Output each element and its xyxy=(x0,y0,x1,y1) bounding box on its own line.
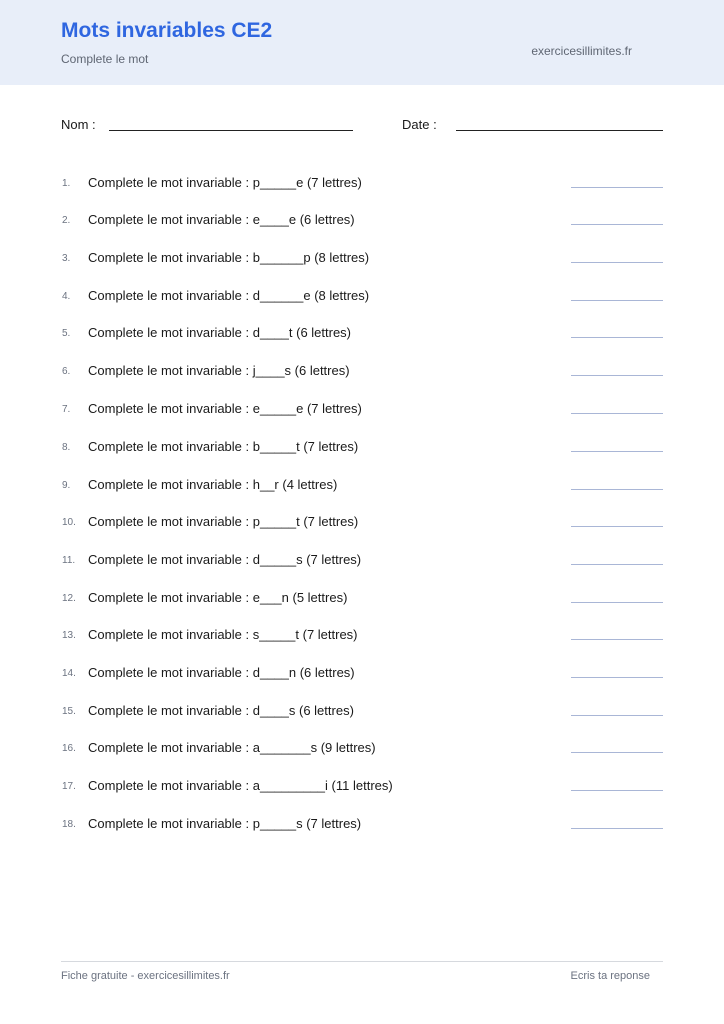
question-item xyxy=(0,324,724,344)
question-text: Complete le mot invariable : a_______s (9 lettres) xyxy=(88,740,376,755)
answer-line[interactable] xyxy=(571,828,663,829)
question-text: Complete le mot invariable : d____t (6 lettres) xyxy=(88,325,352,340)
question-number: 11. xyxy=(62,555,76,566)
question-item xyxy=(0,513,724,533)
question-number: 16. xyxy=(62,743,76,754)
question-text: Complete le mot invariable : d______e (8 lettres) xyxy=(88,288,370,303)
question-number: 1. xyxy=(62,178,71,189)
question-number: 14. xyxy=(62,668,76,679)
question-number: 6. xyxy=(62,366,71,377)
question-item xyxy=(0,589,724,609)
question-text: Complete le mot invariable : s_____t (7 lettres) xyxy=(88,627,358,642)
question-number: 15. xyxy=(62,706,76,717)
answer-line[interactable] xyxy=(571,224,663,225)
question-number: 13. xyxy=(62,630,76,641)
question-text: Complete le mot invariable : e_____e (7 lettres) xyxy=(88,401,362,416)
question-number: 10. xyxy=(62,517,76,528)
question-text: Complete le mot invariable : b______p (8 lettres) xyxy=(88,250,370,265)
question-item xyxy=(0,174,724,194)
question-item xyxy=(0,400,724,420)
question-item xyxy=(0,739,724,759)
answer-line[interactable] xyxy=(571,489,663,490)
date-field[interactable] xyxy=(456,130,663,131)
footer-credit: Fiche gratuite - exercicesillimites.fr xyxy=(61,970,230,982)
question-item xyxy=(0,702,724,722)
question-item xyxy=(0,626,724,646)
question-text: Complete le mot invariable : d_____s (7 lettres) xyxy=(88,552,362,567)
question-number: 18. xyxy=(62,819,76,830)
question-item xyxy=(0,211,724,231)
question-text: Complete le mot invariable : p_____s (7 lettres) xyxy=(88,816,362,831)
answer-line[interactable] xyxy=(571,187,663,188)
answer-line[interactable] xyxy=(571,715,663,716)
question-number: 12. xyxy=(62,593,76,604)
question-number: 2. xyxy=(62,215,71,226)
question-text: Complete le mot invariable : j____s (6 lettres) xyxy=(88,363,350,378)
answer-line[interactable] xyxy=(571,564,663,565)
question-text: Complete le mot invariable : p_____e (7 lettres) xyxy=(88,175,362,190)
answer-line[interactable] xyxy=(571,752,663,753)
answer-line[interactable] xyxy=(571,413,663,414)
question-number: 9. xyxy=(62,480,71,491)
name-label: Nom : xyxy=(61,117,96,132)
question-number: 5. xyxy=(62,328,71,339)
answer-line[interactable] xyxy=(571,677,663,678)
question-item xyxy=(0,362,724,382)
question-item xyxy=(0,438,724,458)
question-number: 3. xyxy=(62,253,71,264)
answer-line[interactable] xyxy=(571,262,663,263)
footer-divider xyxy=(61,961,663,962)
question-item xyxy=(0,476,724,496)
question-item xyxy=(0,777,724,797)
answer-line[interactable] xyxy=(571,790,663,791)
question-item xyxy=(0,287,724,307)
date-label: Date : xyxy=(402,117,437,132)
answer-line[interactable] xyxy=(571,526,663,527)
question-text: Complete le mot invariable : h__r (4 lettres) xyxy=(88,477,338,492)
question-number: 17. xyxy=(62,781,76,792)
name-field[interactable] xyxy=(109,130,353,131)
question-text: Complete le mot invariable : e____e (6 lettres) xyxy=(88,212,355,227)
answer-line[interactable] xyxy=(571,300,663,301)
question-item xyxy=(0,249,724,269)
question-text: Complete le mot invariable : d____n (6 lettres) xyxy=(88,665,355,680)
question-item xyxy=(0,815,724,835)
question-item xyxy=(0,664,724,684)
footer-instruction: Ecris ta reponse xyxy=(570,970,650,982)
question-text: Complete le mot invariable : a_________i (11 lettres) xyxy=(88,778,393,793)
question-text: Complete le mot invariable : b_____t (7 lettres) xyxy=(88,439,359,454)
page-subtitle: Complete le mot xyxy=(61,52,149,66)
answer-line[interactable] xyxy=(571,602,663,603)
page-header xyxy=(0,0,724,85)
answer-line[interactable] xyxy=(571,337,663,338)
answer-line[interactable] xyxy=(571,375,663,376)
question-number: 8. xyxy=(62,442,71,453)
question-number: 4. xyxy=(62,291,71,302)
page-title: Mots invariables CE2 xyxy=(61,19,273,42)
question-text: Complete le mot invariable : e___n (5 lettres) xyxy=(88,590,348,605)
question-item xyxy=(0,551,724,571)
question-number: 7. xyxy=(62,404,71,415)
answer-line[interactable] xyxy=(571,451,663,452)
question-text: Complete le mot invariable : d____s (6 lettres) xyxy=(88,703,354,718)
question-text: Complete le mot invariable : p_____t (7 lettres) xyxy=(88,514,359,529)
answer-line[interactable] xyxy=(571,639,663,640)
site-name: exercicesillimites.fr xyxy=(531,44,632,58)
